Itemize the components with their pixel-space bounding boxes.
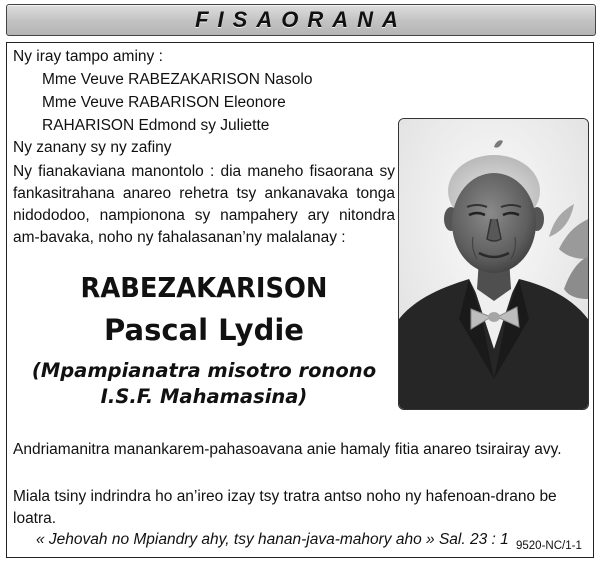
deceased-role-line-1: (Mpampianatra misotro ronono: [31, 359, 377, 382]
apology-paragraph: Miala tsiny indrindra ho an’ireo izay tsy tratra antso noho ny hafenoan-drano be loatra.: [13, 488, 557, 527]
deceased-surname: RABEZAKARISON: [80, 271, 328, 304]
intro-line: Ny iray tampo aminy :: [13, 48, 163, 65]
portrait-illustration: [399, 119, 588, 409]
notice-reference-code: 9520-NC/1-1: [516, 540, 582, 552]
notice-title: FISAORANA: [195, 7, 407, 32]
children-line: Ny zanany sy ny zafiny: [13, 139, 172, 156]
sibling-line-2: Mme Veuve RABARISON Eleonore: [42, 94, 286, 111]
closing-blessing: Andriamanitra manankarem-pahasoavana anie hamaly fitia anareo tsirairay avy.: [13, 441, 562, 458]
family-paragraph: Ny fianakaviana manontolo : dia maneho fisaorana sy fankasitrahana anareo rehetra tsy ankanavaka tonga nidododoo, nampionona sy nampahery ary nitondra am-bavaka, noho ny fahalasanan’ny malalanay :: [13, 163, 395, 246]
portrait-photo: [398, 118, 589, 410]
sibling-line-1: Mme Veuve RABEZAKARISON Nasolo: [42, 71, 313, 88]
deceased-given-names: Pascal Lydie: [104, 313, 304, 347]
sibling-line-3: RAHARISON Edmond sy Juliette: [42, 117, 270, 134]
notice-header-banner: [6, 4, 596, 36]
bible-verse: « Jehovah no Mpiandry ahy, tsy hanan-java-mahory aho » Sal. 23 : 1: [36, 531, 509, 548]
deceased-role-line-2: I.S.F. Mahamasina): [100, 385, 308, 408]
